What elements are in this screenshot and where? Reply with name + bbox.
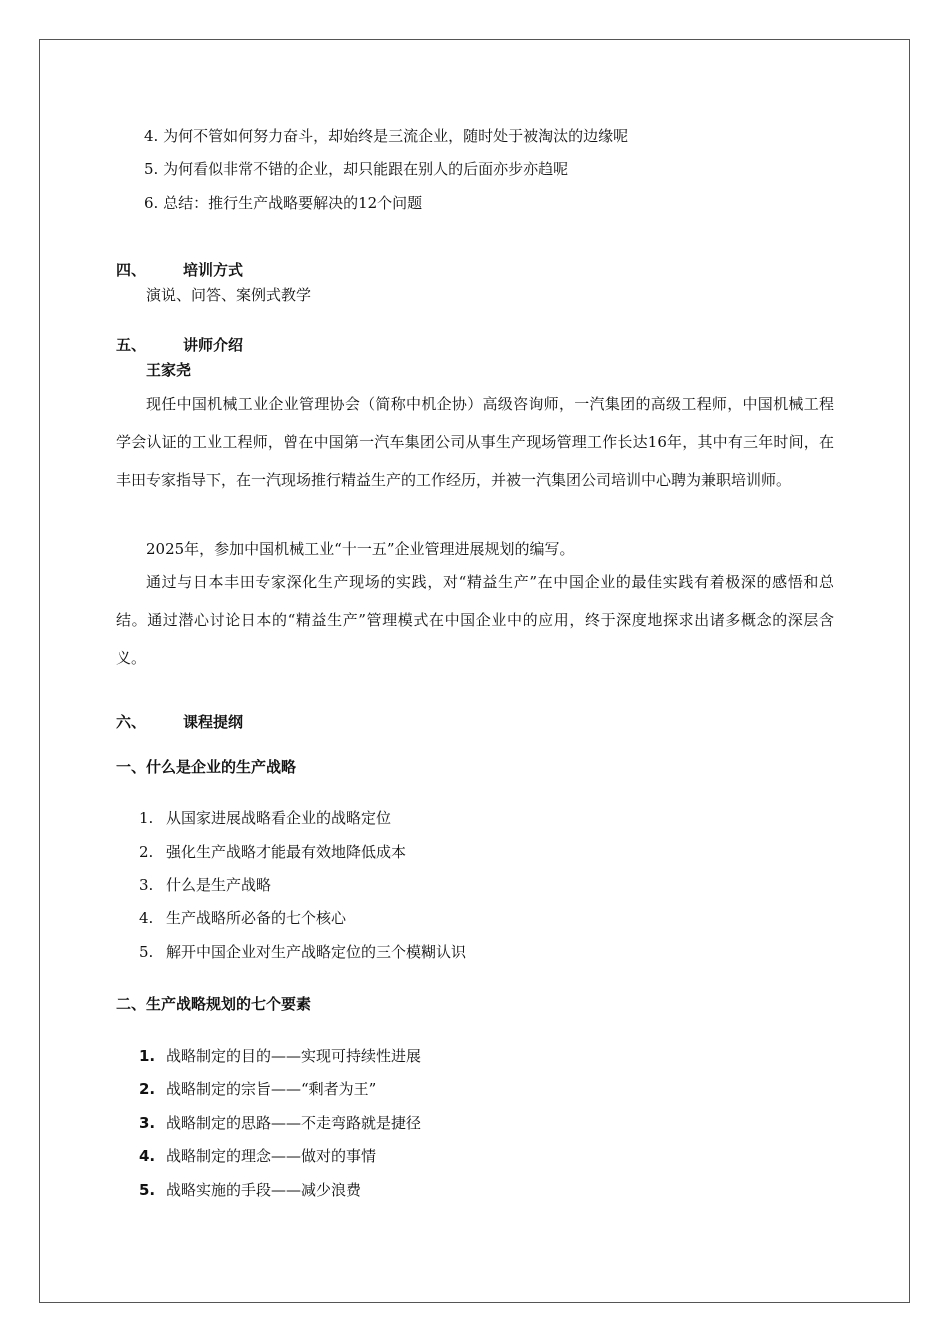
section-heading: 培训方式 bbox=[183, 261, 244, 279]
section-body: 演说、问答、案例式教学 bbox=[146, 286, 312, 304]
instructor-name: 王家尧 bbox=[146, 361, 192, 379]
section-number: 四、 bbox=[116, 261, 147, 279]
section-heading: 课程提纲 bbox=[183, 713, 244, 731]
list-item-number: 2. bbox=[139, 843, 154, 861]
list-item-number: 4. bbox=[139, 909, 154, 927]
list-item-number: 1. bbox=[139, 1047, 156, 1065]
list-item-number: 4. bbox=[139, 1147, 156, 1165]
list-item: 战略实施的手段——减少浪费 bbox=[166, 1181, 362, 1199]
list-item: 什么是生产战略 bbox=[166, 876, 272, 894]
list-item-number: 1. bbox=[139, 809, 154, 827]
list-item: 4. 为何不管如何努力奋斗，却始终是三流企业，随时处于被淘汰的边缘呢 bbox=[144, 127, 629, 145]
bio-paragraph: 通过与日本丰田专家深化生产现场的实践，对“精益生产”在中国企业的最佳实践有着极深的感悟和总结。通过潜心讨论日本的“精益生产”管理模式在中国企业中的应用，终于深度地探求出诸多概念的深层含义。 bbox=[116, 573, 834, 667]
list-item: 6. 总结：推行生产战略要解决的12个问题 bbox=[144, 194, 423, 212]
list-item: 战略制定的目的——实现可持续性进展 bbox=[166, 1047, 422, 1065]
list-item: 战略制定的思路——不走弯路就是捷径 bbox=[166, 1114, 422, 1132]
subsection-heading: 二、生产战略规划的七个要素 bbox=[116, 995, 312, 1013]
list-item-number: 5. bbox=[139, 1181, 156, 1199]
list-item: 从国家进展战略看企业的战略定位 bbox=[166, 809, 392, 827]
subsection-heading: 一、什么是企业的生产战略 bbox=[116, 758, 297, 776]
list-item: 解开中国企业对生产战略定位的三个模糊认识 bbox=[166, 943, 467, 961]
list-item-number: 3. bbox=[139, 1114, 156, 1132]
bio-paragraph: 2025年，参加中国机械工业“十一五”企业管理进展规划的编写。 bbox=[146, 540, 575, 558]
bio-paragraph: 现任中国机械工业企业管理协会（简称中机企协）高级咨询师，一汽集团的高级工程师，中国机械工程学会认证的工业工程师，曾在中国第一汽车集团公司从事生产现场管理工作长达16年，其中有三年时间，在丰田专家指导下，在一汽现场推行精益生产的工作经历，并被一汽集团公司培训中心聘为兼职培训师。 bbox=[116, 395, 834, 489]
section-number: 六、 bbox=[116, 713, 147, 731]
list-item-number: 3. bbox=[139, 876, 154, 894]
section-heading: 讲师介绍 bbox=[183, 336, 244, 354]
section-number: 五、 bbox=[116, 336, 147, 354]
list-item: 5. 为何看似非常不错的企业，却只能跟在别人的后面亦步亦趋呢 bbox=[144, 160, 569, 178]
list-item: 战略制定的宗旨——“剩者为王” bbox=[166, 1080, 377, 1098]
list-item: 战略制定的理念——做对的事情 bbox=[166, 1147, 377, 1165]
list-item-number: 5. bbox=[139, 943, 154, 961]
list-item: 生产战略所必备的七个核心 bbox=[166, 909, 347, 927]
list-item-number: 2. bbox=[139, 1080, 156, 1098]
list-item: 强化生产战略才能最有效地降低成本 bbox=[166, 843, 407, 861]
